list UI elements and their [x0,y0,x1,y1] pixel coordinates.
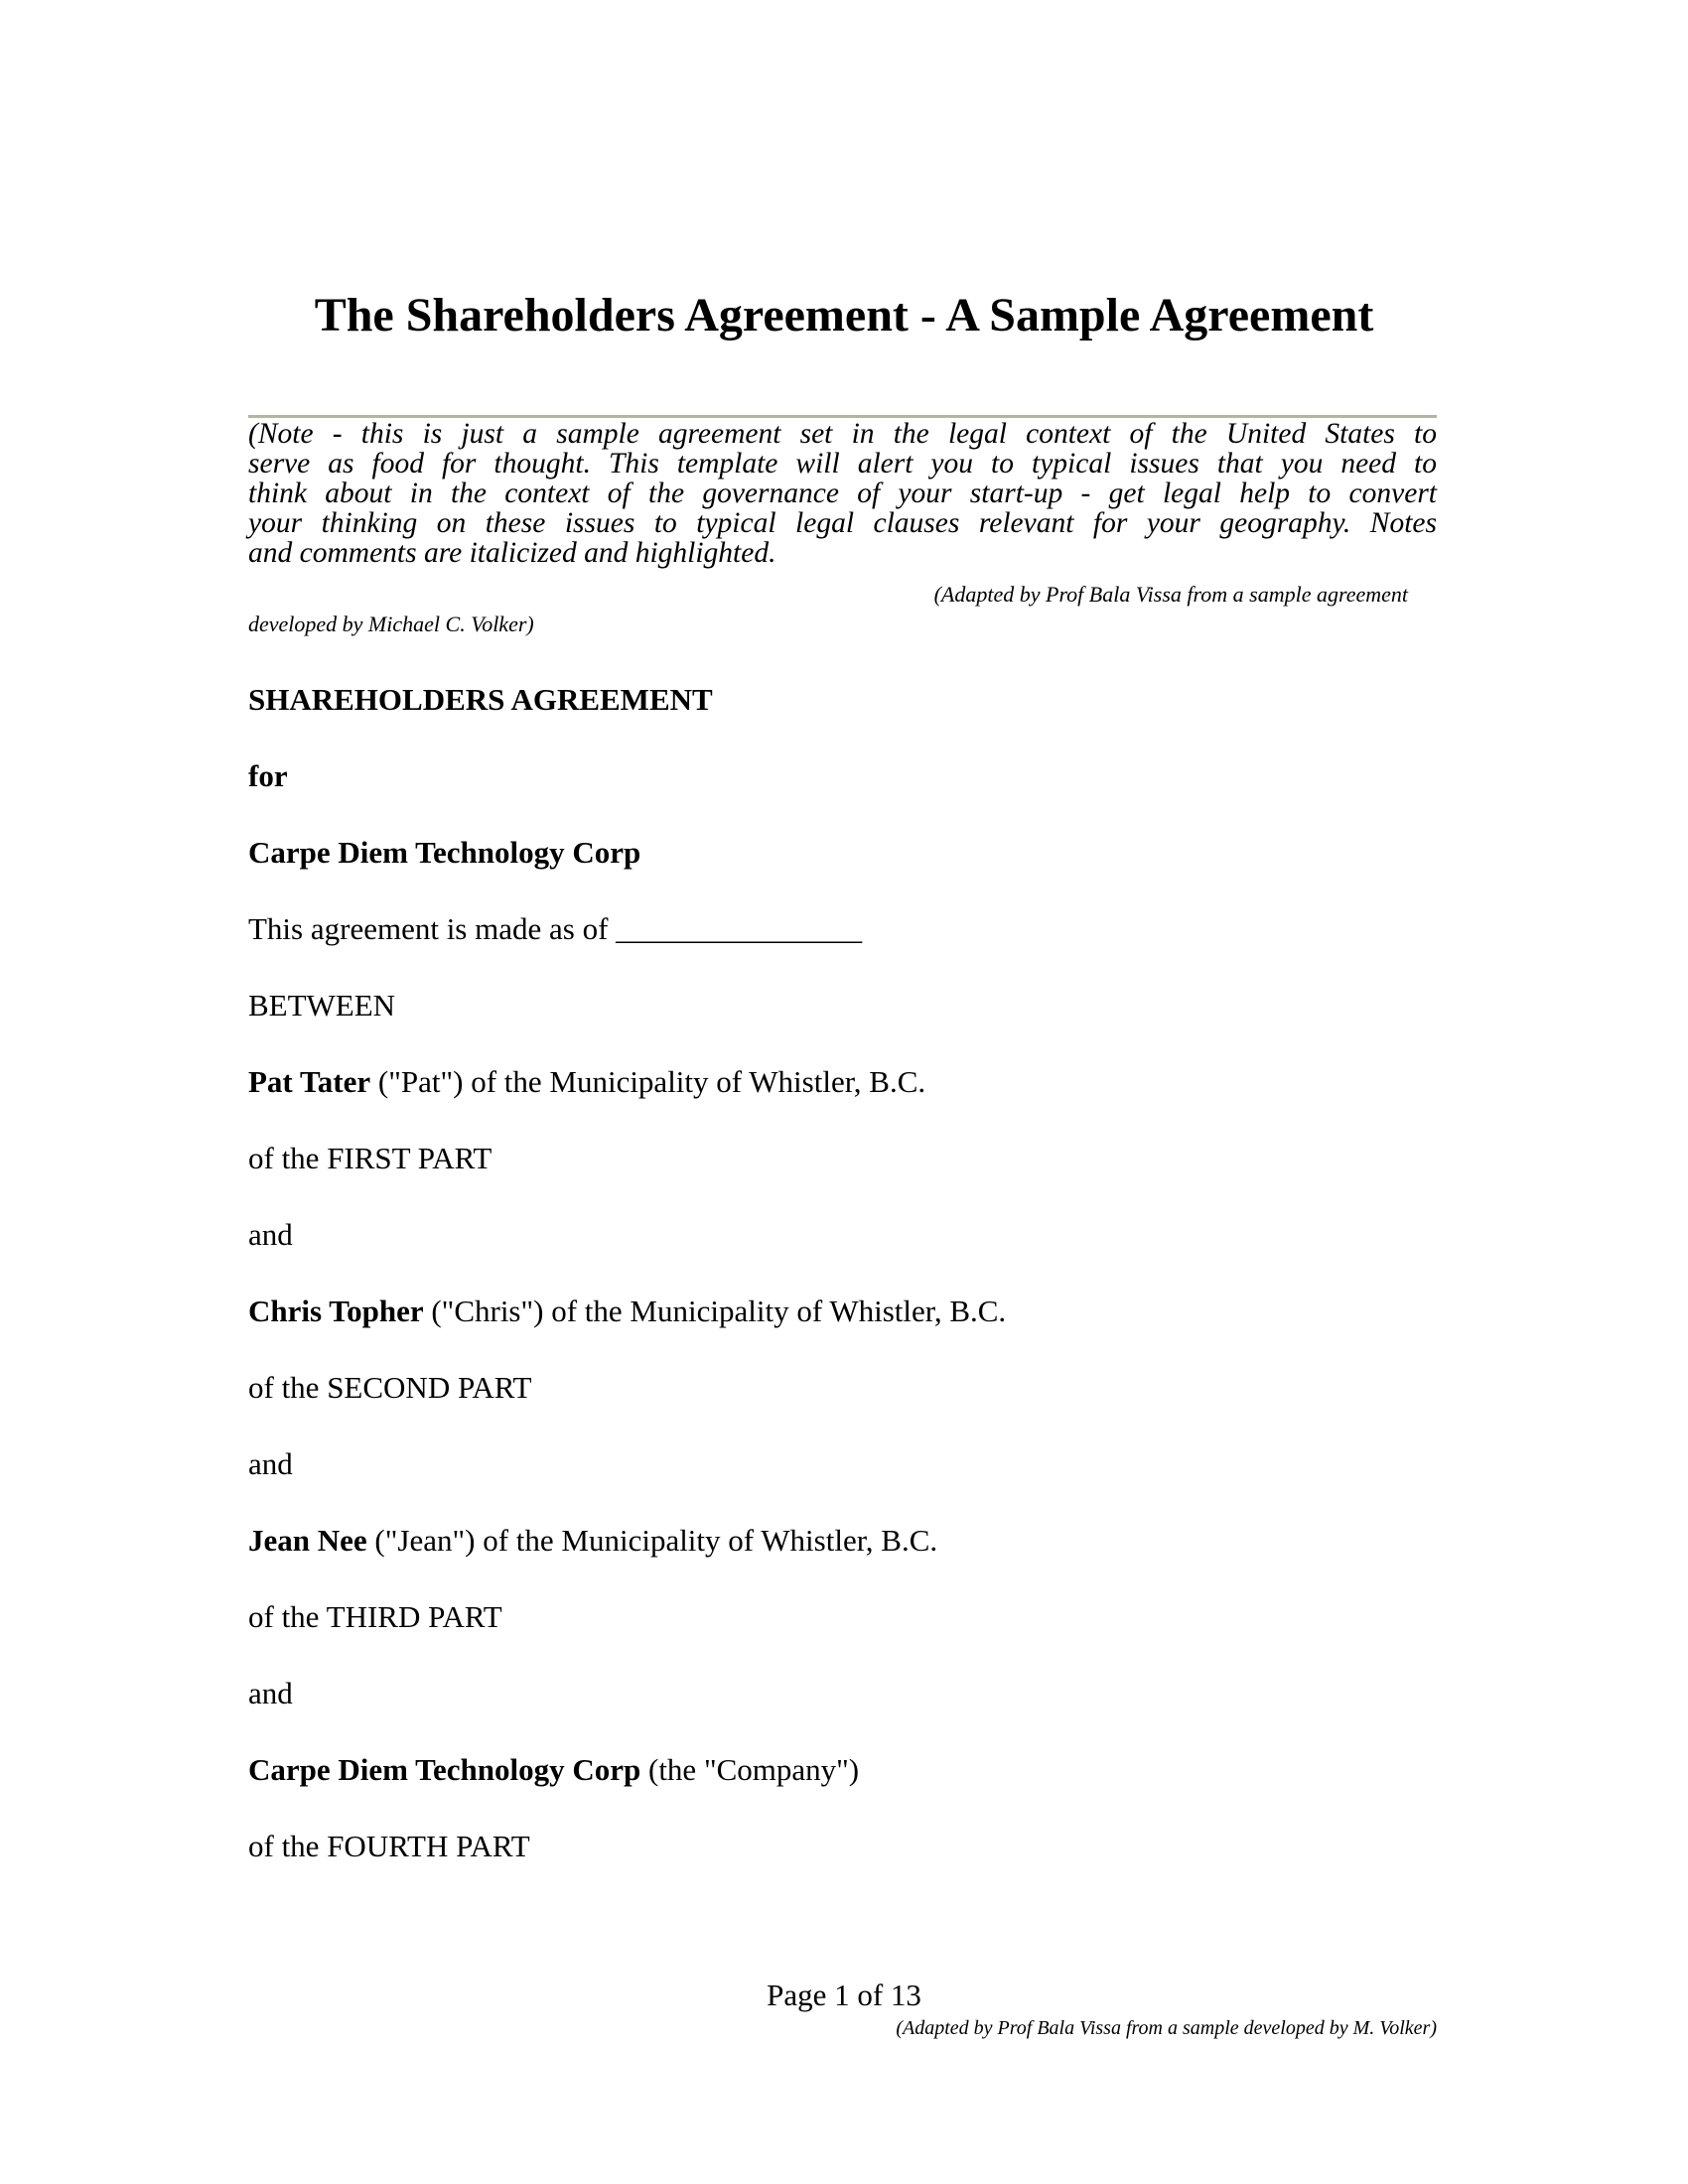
party-first-part-label: of the FIRST PART [248,1141,492,1175]
intro-note-line: your thinking on these issues to typical legal clauses relevant for your geography. Notes [248,507,1437,539]
party-name: Jean Nee [248,1523,367,1558]
adaptation-credit-line-1: (Adapted by Prof Bala Vissa from a sample agreement [933,582,1408,607]
party-fourth [248,1750,859,1790]
party-fourth-part-label: of the FOURTH PART [248,1829,530,1863]
party-first [248,1062,925,1102]
party-name: Carpe Diem Technology Corp [248,1752,641,1787]
and-label: and [248,1446,293,1481]
party-third-part-label: of the THIRD PART [248,1599,502,1634]
intro-note-line: (Note - this is just a sample agreement set in the legal context of the United States to [248,418,1437,450]
intro-note-line: think about in the context of the governance of your start-up - get legal help to convert [248,478,1437,509]
party-second-part-label: of the SECOND PART [248,1370,532,1405]
party-description: ("Chris") of the Municipality of Whistler, B.C. [423,1294,1007,1328]
company-heading: Carpe Diem Technology Corp [248,835,641,870]
intro-note-line: and comments are italicized and highlighted. [248,537,776,569]
and-label: and [248,1217,293,1252]
document-title: The Shareholders Agreement - A Sample Agreement [314,289,1374,341]
footer-credit: (Adapted by Prof Bala Vissa from a sample developed by M. Volker) [896,2017,1437,2039]
intro-note [248,419,1437,568]
party-second [248,1292,1006,1331]
and-label: and [248,1676,293,1710]
party-description: ("Pat") of the Municipality of Whistler, B.C. [370,1064,926,1099]
page-number: Page 1 of 13 [767,1978,921,2012]
adaptation-credit-line-2: developed by Michael C. Volker) [248,612,534,636]
agreement-date-line: This agreement is made as of ________________ [248,911,863,946]
for-label: for [248,758,288,793]
party-name: Chris Topher [248,1294,424,1328]
party-third [248,1521,937,1561]
party-name: Pat Tater [248,1064,371,1099]
party-description: ("Jean") of the Municipality of Whistler, B.C. [366,1523,938,1558]
agreement-heading: SHAREHOLDERS AGREEMENT [248,682,713,717]
between-label: BETWEEN [248,988,396,1023]
intro-note-line: serve as food for thought. This template will alert you to typical issues that you need to [248,448,1437,479]
party-description: (the "Company") [640,1752,860,1787]
